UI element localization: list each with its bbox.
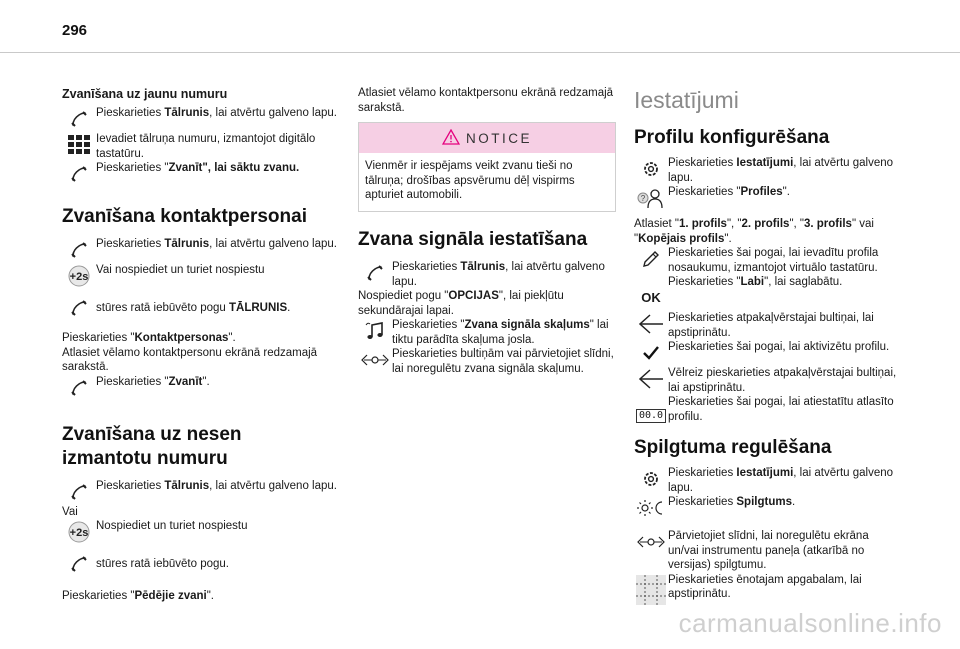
slider-arrows-icon [358,347,392,373]
step-row: Pieskarieties Iestatījumi, lai atvērtu galveno lapu. [634,156,900,185]
column-1 [62,86,344,604]
paragraph: Nospiediet pogu "OPCIJAS", lai piekļūtu sekundārajai lapai. [358,290,564,317]
phone-handset-icon [62,237,96,263]
brightness-sun-moon-icon [634,495,668,521]
section-title-profiles: Profilu konfigurēšana [634,127,830,148]
section-title-brightness: Spilgtuma regulēšana [634,437,832,458]
column-2-lower [358,228,616,376]
step-row: Pārvietojiet slīdni, lai noregulētu ekrāna un/vai instrumentu paneļa (atkarībā no versijas) spilgtumu. [634,529,900,573]
chapter-title: Iestatījumi [634,87,739,113]
step-row: Ievadiet tālruņa numuru, izmantojot digitālo tastatūru. [62,132,344,161]
phone-handset-icon [62,479,96,505]
step-row: Pieskarieties "Zvana signāla skaļums" lai tiktu parādīta skaļuma josla. [358,318,616,347]
paragraph: Vai [62,505,78,518]
phone-handset-icon [62,295,96,321]
step-row: Pieskarieties šai pogai, lai ievadītu profila nosaukumu, izmantojot virtuālo tastatūru. [634,246,900,275]
step-row: stūres ratā iebūvēto pogu. [62,551,344,577]
phone-handset-icon [62,375,96,401]
section-title-ringtone: Zvana signāla iestatīšana [358,229,588,250]
slider-arrows-icon [634,529,668,555]
section-title-recent: Zvanīšana uz nesen izmantotu numuru [62,423,242,469]
step-row: Pieskarieties Tālrunis, lai atvērtu galveno lapu. [358,260,616,289]
back-arrow-icon [634,311,668,337]
svg-text:+2s: +2s [69,271,89,283]
step-row: Pieskarieties bultiņām vai pārvietojiet slīdni, lai noregulētu zvana signāla skaļumu. [358,347,616,376]
profile-icon [634,185,668,211]
section-title-contact: Zvanīšana kontaktpersonai [62,206,307,227]
step-row: Pieskarieties Iestatījumi, lai atvērtu galveno lapu. [634,466,900,495]
phone-handset-icon [62,161,96,187]
phone-handset-icon [358,260,392,286]
step-row: stūres ratā iebūvēto pogu TĀLRUNIS. [62,295,344,321]
keypad-grid-icon [62,132,96,158]
steering-wheel-button-icon [62,263,96,289]
gear-icon [634,466,668,492]
watermark: carmanualsonline.info [678,608,942,638]
reset-button-icon: 00.0 [634,395,668,423]
svg-text:+2s: +2s [69,527,89,539]
notice-title: NOTICE [465,130,532,146]
checkmark-icon [634,340,668,366]
step-row: Pieskarieties Tālrunis, lai atvērtu galveno lapu. [62,237,344,263]
step-row: Pieskarieties Tālrunis, lai atvērtu galveno lapu. [62,479,344,505]
pencil-icon [634,246,668,272]
step-row: +2s Vai nospiediet un turiet nospiestu [62,263,344,289]
paragraph: Atlasiet "1. profils", "2. profils", "3. profils" vai "Kopējais profils". [634,218,874,245]
phone-handset-icon [62,106,96,132]
phone-handset-icon [62,551,96,577]
shaded-area-icon [634,573,668,607]
header-rule [0,52,960,53]
paragraph: Pieskarieties "Pēdējie zvani". [62,590,214,602]
svg-text:?: ? [640,194,646,203]
back-arrow-icon [634,366,668,392]
step-row: 00.0 Pieskarieties šai pogai, lai atiestatītu atlasīto profilu. [634,395,900,424]
steering-wheel-button-icon [62,519,96,545]
warning-triangle-icon [442,129,460,148]
notice-header [359,123,615,153]
step-row: +2s Nospiediet un turiet nospiestu [62,519,344,545]
paragraph: Pieskarieties "Kontaktpersonas". [62,332,236,344]
ok-button-icon: OK [641,289,661,305]
music-note-icon [358,318,392,344]
column-3 [634,86,900,607]
step-row: Vēlreiz pieskarieties atpakaļvērstajai bultiņai, lai apstiprinātu. [634,366,900,395]
step-row: Pieskarieties atpakaļvērstajai bultiņai, lai apstiprinātu. [634,311,900,340]
step-row: Pieskarieties ēnotajam apgabalam, lai apstiprinātu. [634,573,900,607]
section-title-new-number: Zvanīšana uz jaunu numuru [62,87,228,101]
gear-icon [634,156,668,182]
step-row: OK Pieskarieties "Labi", lai saglabātu. [634,275,900,305]
notice-box [358,122,616,212]
paragraph: Atlasiet vēlamo kontaktpersonu ekrānā redzamajā sarakstā. [358,87,614,114]
step-row: Pieskarieties "Zvanīt", lai sāktu zvanu. [62,161,344,187]
notice-text: Vienmēr ir iespējams veikt zvanu tieši no tālruņa; drošības apsvērumu dēļ vispirms apturiet automobili. [365,160,575,201]
step-row: Pieskarieties šai pogai, lai aktivizētu profilu. [634,340,900,366]
page-number: 296 [62,22,88,39]
step-row: Pieskarieties "Zvanīt". [62,375,344,401]
column-2 [358,86,616,115]
step-row: Pieskarieties Spilgtums. [634,495,900,521]
step-row: ? Pieskarieties "Profiles". [634,185,900,211]
paragraph: Atlasiet vēlamo kontaktpersonu ekrānā redzamajā sarakstā. [62,346,318,373]
step-row: Pieskarieties Tālrunis, lai atvērtu galveno lapu. [62,106,344,132]
